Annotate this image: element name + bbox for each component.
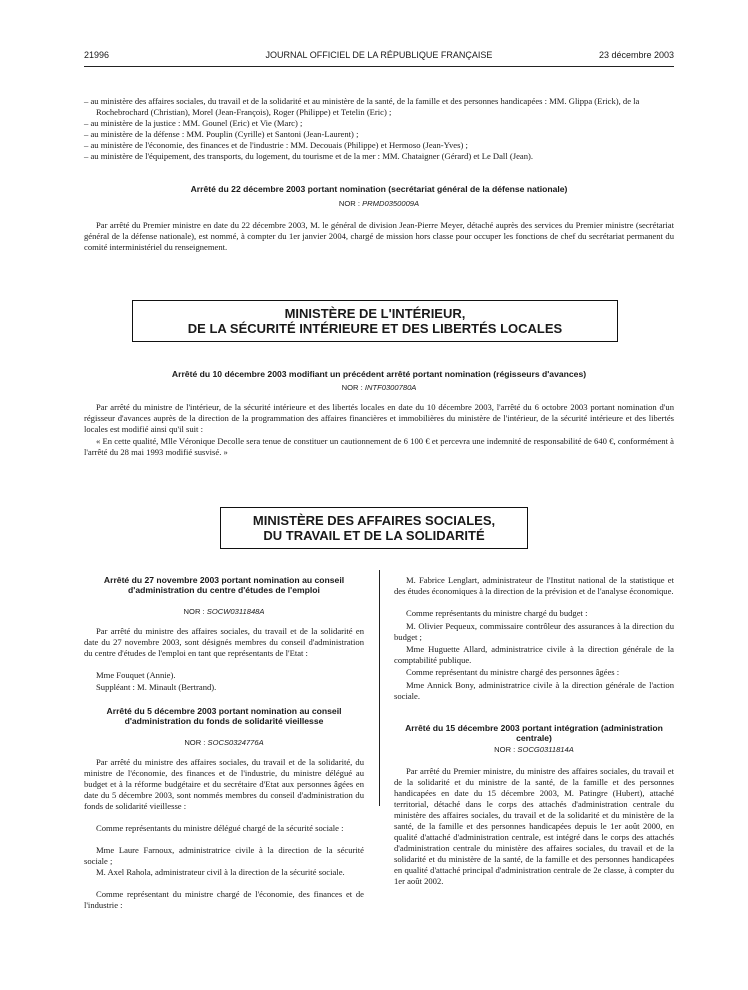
ministry-name-line1: MINISTÈRE DE L'INTÉRIEUR, <box>284 306 466 321</box>
member-entry: Mme Annick Bony, administratrice civile à la direction générale de l'action sociale. <box>394 680 674 701</box>
ministry-header-affaires-sociales <box>220 507 528 549</box>
decree-body: Par arrêté du ministre des affaires sociales, du travail et de la solidarité, du ministre de l'économie, des finances et de l'industrie, du ministre délégué au budget et à la réforme budgétaire et du secrétaire d'Etat aux personnes âgées en date du 5 décembre 2003, sont nommés membres du conseil d'administration du fonds de solidarité vieillesse : <box>84 757 364 811</box>
nor-reference <box>84 738 364 748</box>
decree-title: Arrêté du 27 novembre 2003 portant nomination au conseil d'administration du centre d'études de l'emploi <box>103 575 345 595</box>
nor-code: SOCS0324776A <box>207 738 264 747</box>
member-entry: Mme Laure Farnoux, administratrice civile à la direction de la sécurité sociale ; <box>84 845 364 866</box>
nor-code: INTF0300780A <box>364 383 417 392</box>
decree-title: Arrêté du 5 décembre 2003 portant nomination au conseil d'administration du fonds de solidarité vieillesse <box>106 706 342 726</box>
decree-paragraph: Comme représentants du ministre chargé du budget : <box>406 608 588 618</box>
publication-date: 23 décembre 2003 <box>598 50 674 60</box>
nor-reference <box>84 383 674 393</box>
member-entry: M. Fabrice Lenglart, administrateur de l'Institut national de la statistique et des études économiques à la direction de la prévision et de l'analyse économique. <box>394 575 674 596</box>
ministry-name-line2: DE LA SÉCURITÉ INTÉRIEURE ET DES LIBERTÉS LOCALES <box>187 321 563 336</box>
list-item: – au ministère de l'équipement, des transports, du logement, du tourisme et de la mer : MM. Chataigner (Gérard) et Le Dall (Jean). <box>84 151 534 161</box>
page-header <box>84 50 674 64</box>
nor-reference <box>84 199 674 209</box>
ministry-name-line2: DU TRAVAIL ET DE LA SOLIDARITÉ <box>263 528 485 543</box>
list-item: – au ministère de la défense : MM. Pouplin (Cyrille) et Santoni (Jean-Laurent) ; <box>84 129 359 139</box>
journal-title: JOURNAL OFFICIEL DE LA RÉPUBLIQUE FRANÇAISE <box>265 50 493 60</box>
member-entry: Suppléant : M. Minault (Bertrand). <box>96 682 217 692</box>
nor-code: SOCW0311848A <box>206 607 265 616</box>
ministry-header-interieur <box>132 300 618 342</box>
decree-body-quote: « En cette qualité, Mlle Véronique Decolle sera tenue de constituer un cautionnement de 6 100 € et percevra une indemnité de responsabilité de 640 €, conformément à l'arrêté du 28 mai 1993 modifié susvisé. » <box>84 436 674 457</box>
decree-title: Arrêté du 22 décembre 2003 portant nomination (secrétariat général de la défense nationale) <box>190 184 568 194</box>
list-item: – au ministère des affaires sociales, du travail et de la solidarité et au ministère de la santé, de la famille et des personnes handicapées : MM. Glippa (Erick), de la Rochebrochard (Christian), Morel (Jean-François), Roger (Philippe) et Tetelin (Eric) ; <box>84 96 640 117</box>
nor-code: PRMD0350009A <box>362 199 420 208</box>
decree-title: Arrêté du 15 décembre 2003 portant intégration (administration centrale) <box>405 723 663 743</box>
decree-paragraph: Comme représentants du ministre délégué chargé de la sécurité sociale : <box>96 823 344 833</box>
decree-paragraph: Comme représentant du ministre chargé de l'économie, des finances et de l'industrie : <box>84 889 364 910</box>
ministry-assignment-list <box>84 96 674 162</box>
decree-body: Par arrêté du ministre des affaires sociales, du travail et de la solidarité en date du 27 novembre 2003, sont désignés membres du conseil d'administration du centre d'études de l'emploi en tant que représentants de l'Etat : <box>84 626 364 658</box>
decree-paragraph: Comme représentant du ministre chargé des personnes âgées : <box>406 667 620 677</box>
ministry-name-line1: MINISTÈRE DES AFFAIRES SOCIALES, <box>252 513 496 528</box>
nor-label: NOR : <box>184 738 208 747</box>
member-entry: Mme Fouquet (Annie). <box>96 670 176 680</box>
member-entry: Mme Huguette Allard, administratrice civile à la direction générale de la comptabilité publique. <box>394 644 674 665</box>
decree-body: Par arrêté du Premier ministre en date du 22 décembre 2003, M. le général de division Jean-Pierre Meyer, détaché auprès des services du Premier ministre (secrétariat général de la défense nationale), est nommé, à compter du 1er janvier 2004, chargé de mission hors classe pour occuper les fonctions de chef du secrétariat permanent du comité interministériel du renseignement. <box>84 220 674 252</box>
nor-reference <box>394 745 674 755</box>
member-entry: M. Axel Rahola, administrateur civil à la direction de la sécurité sociale. <box>96 867 345 877</box>
header-rule <box>84 66 674 67</box>
decree-body: Par arrêté du ministre de l'intérieur, de la sécurité intérieure et des libertés locales en date du 10 décembre 2003, l'arrêté du 6 octobre 2003 portant nomination d'un régisseur d'avances auprès de la direction de la programmation des affaires financières et immobilières du ministère de l'intérieur, de la sécurité intérieure et des libertés locales est modifié ainsi qu'il suit : <box>84 402 674 434</box>
decree-title: Arrêté du 10 décembre 2003 modifiant un précédent arrêté portant nomination (régisseurs d'avances) <box>171 369 587 379</box>
nor-reference <box>84 607 364 617</box>
nor-code: SOCG0311814A <box>517 745 574 754</box>
page-number: 21996 <box>84 50 110 60</box>
nor-label: NOR : <box>338 199 363 208</box>
nor-label: NOR : <box>341 383 365 392</box>
list-item: – au ministère de l'économie, des finances et de l'industrie : MM. Decouais (Philippe) et Hermoso (Jean-Yves) ; <box>84 140 468 150</box>
nor-label: NOR : <box>494 745 518 754</box>
list-item: – au ministère de la justice : MM. Gounel (Eric) et Vie (Marc) ; <box>84 118 303 128</box>
decree-body: Par arrêté du Premier ministre, du ministre des affaires sociales, du travail et de la solidarité et du ministre de la santé, de la famille et des personnes handicapées en date du 15 décembre 2003, M. Patingre (Hubert), attaché territorial, détaché dans le corps des attachés d'administration centrale du ministère des affaires sociales, du travail et de la solidarité et du ministère de la santé, de la famille et des personnes handicapées depuis le 1er août 2000, en qualité d'attaché d'administration centrale, est intégré dans le corps des attachés d'administration centrale du ministère des affaires sociales, du travail et de la solidarité et du ministère de la santé, de la famille et des personnes handicapées en qualité d'attaché principal d'administration centrale de 2e classe, à compter du 1er août 2002. <box>394 766 674 886</box>
column-divider <box>379 570 380 806</box>
nor-label: NOR : <box>183 607 207 616</box>
member-entry: M. Olivier Pequeux, commissaire contrôleur des assurances à la direction du budget ; <box>394 621 674 642</box>
